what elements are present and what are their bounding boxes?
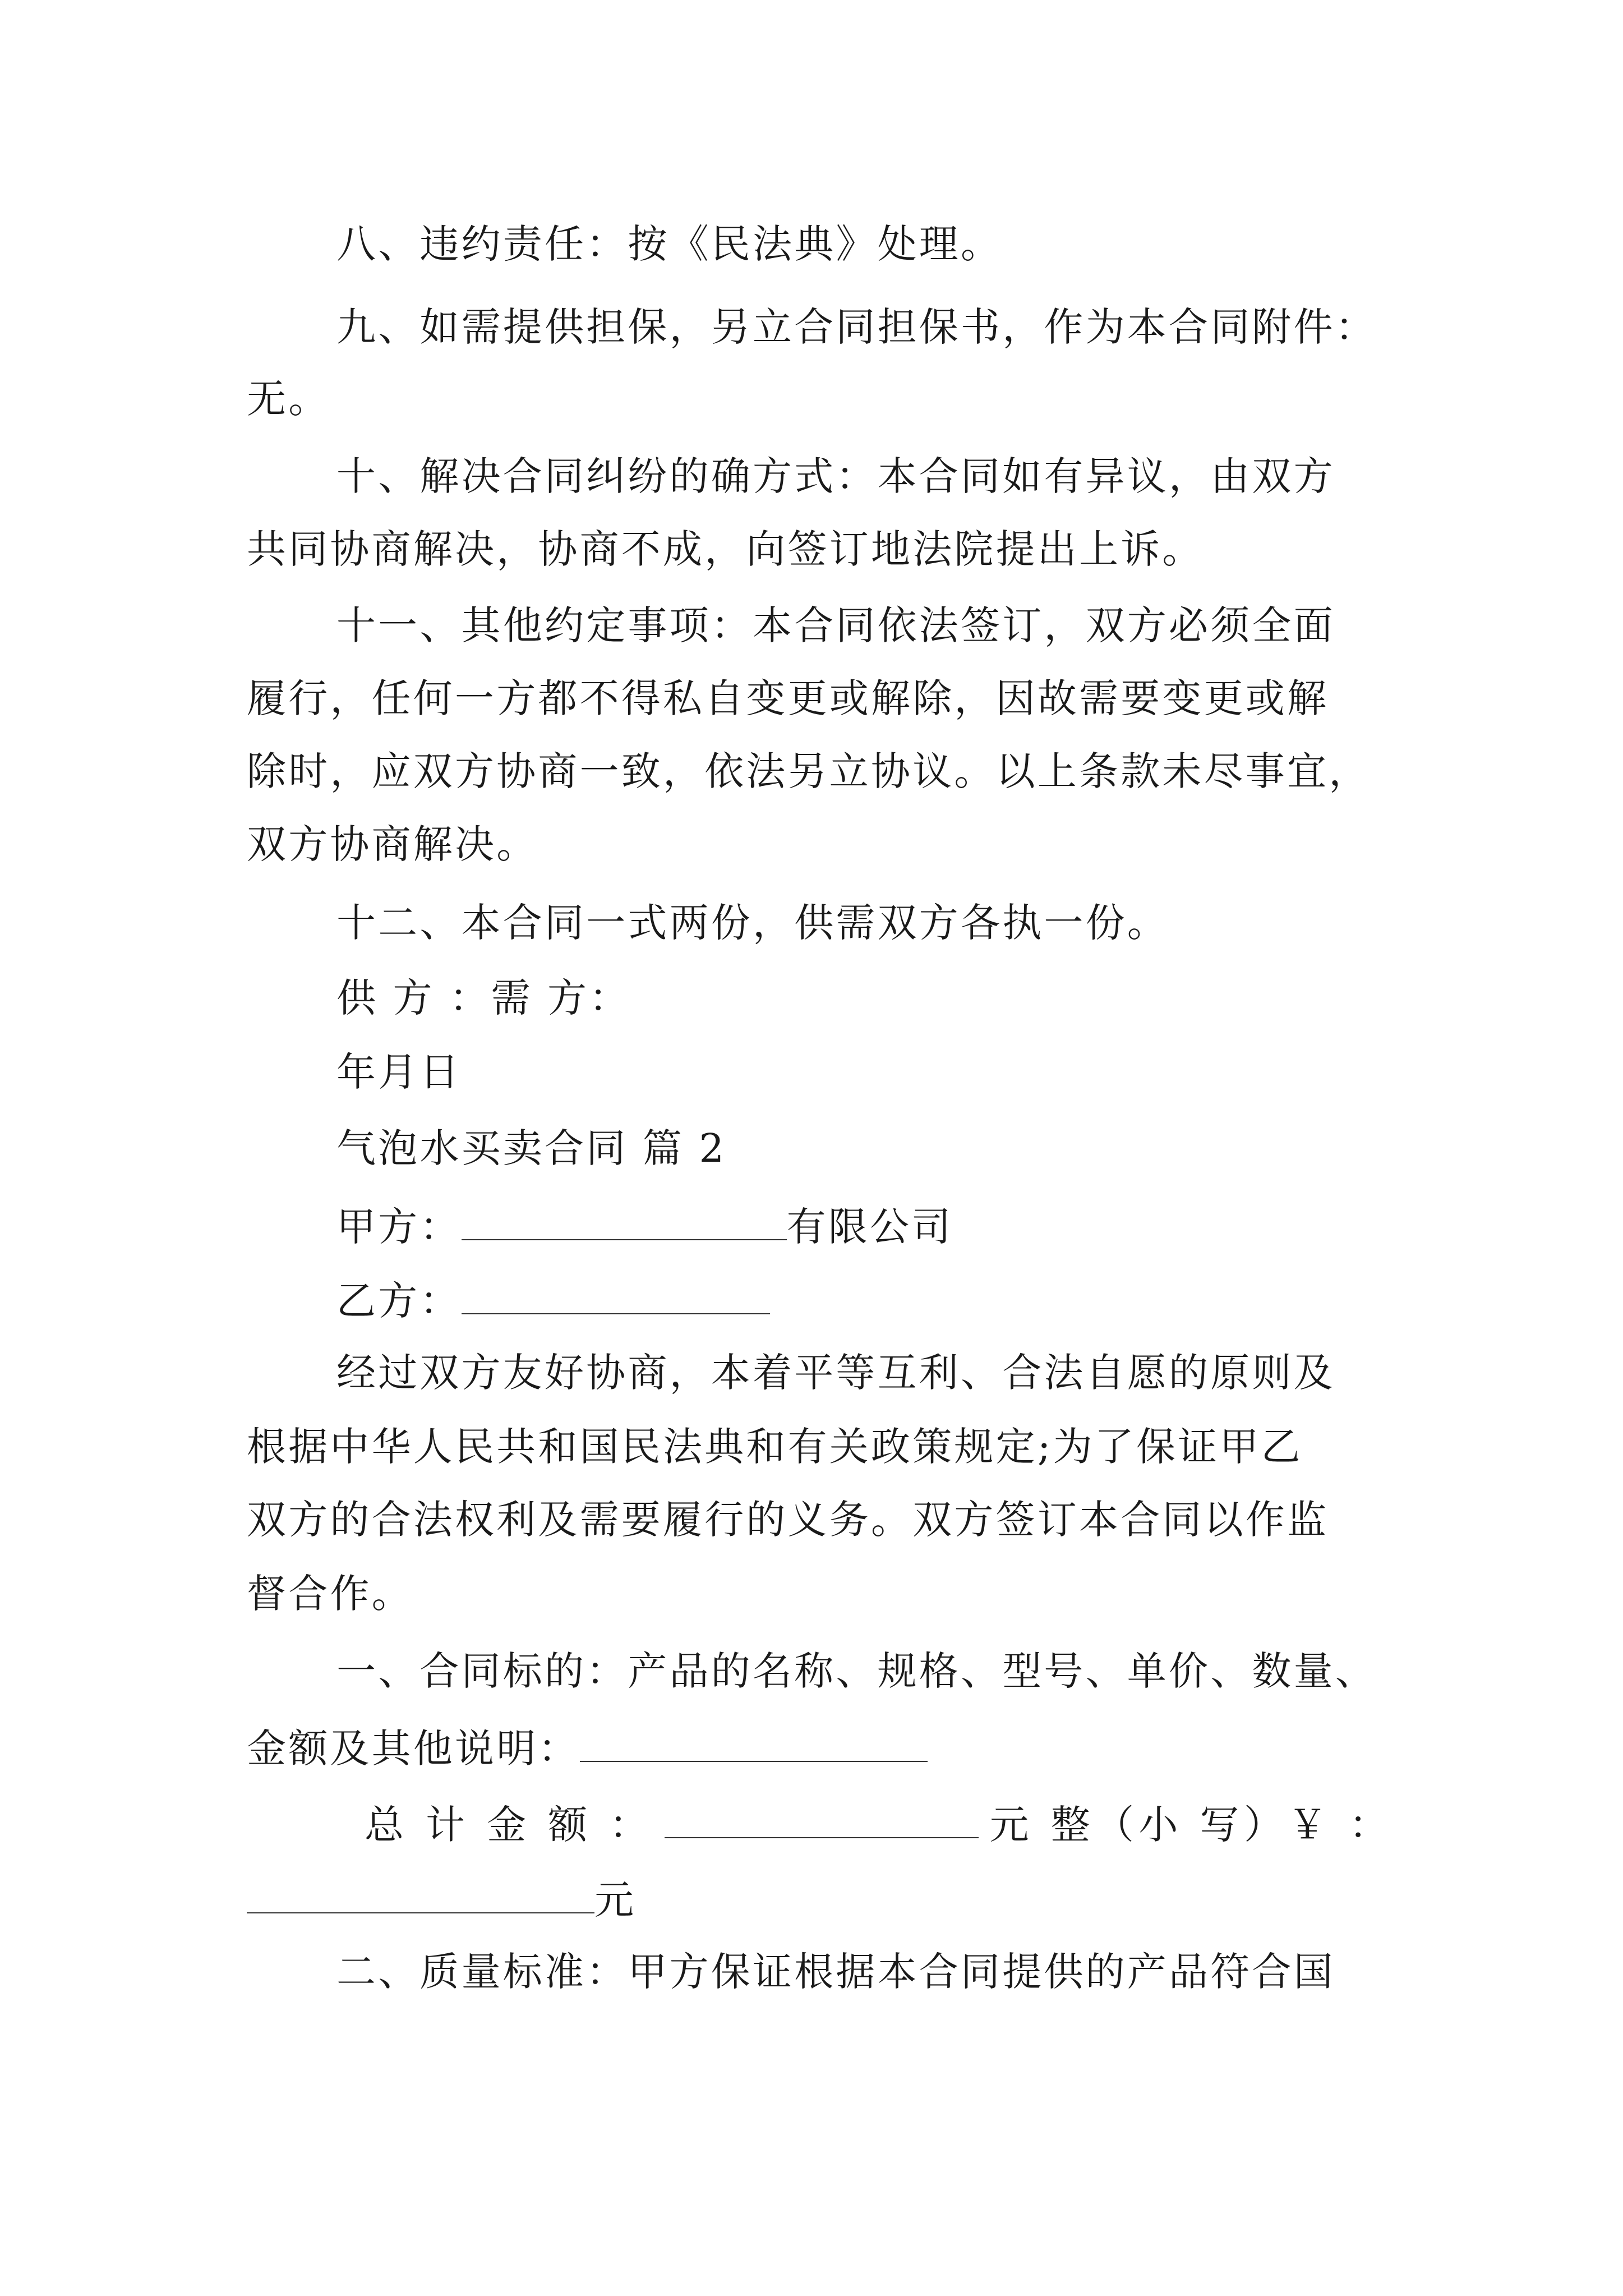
total-amount-unit: 元 整（小 写）￥ ：	[989, 1802, 1393, 1848]
section-title: 气泡水买卖合同 篇 2	[336, 1125, 727, 1171]
preamble-cont-3: 督合作。	[247, 1571, 413, 1617]
article-1-cont	[247, 1726, 928, 1772]
preamble: 经过双方友好协商，本着平等互利、合法自愿的原则及	[336, 1350, 1335, 1396]
party-a-blank[interactable]	[462, 1204, 787, 1240]
total-amount-small-line	[247, 1877, 637, 1923]
article-1-blank[interactable]	[580, 1726, 928, 1762]
total-amount-small-blank[interactable]	[247, 1877, 594, 1913]
signature-parties: 供 方 ：需 方：	[336, 975, 631, 1021]
clause-11: 十一、其他约定事项：本合同依法签订，双方必须全面	[336, 602, 1335, 648]
party-a-label: 甲方：	[336, 1204, 462, 1250]
total-amount-line	[365, 1802, 1393, 1848]
total-amount-small-unit: 元	[594, 1877, 637, 1923]
preamble-cont-1: 根据中华人民共和国民法典和有关政策规定;为了保证甲乙	[247, 1424, 1303, 1470]
party-b-line	[336, 1278, 770, 1324]
party-b-blank[interactable]	[462, 1278, 770, 1314]
clause-11-cont-2: 除时，应双方协商一致，依法另立协议。以上条款未尽事宜，	[247, 748, 1371, 794]
clause-8: 八、违约责任：按《民法典》处理。	[336, 221, 1003, 267]
party-b-label: 乙方：	[336, 1278, 462, 1324]
signature-date: 年月日	[336, 1049, 462, 1095]
party-a-suffix: 有限公司	[786, 1204, 953, 1250]
clause-12: 十二、本合同一式两份，供需双方各执一份。	[336, 900, 1169, 946]
total-amount-label: 总 计 金 额 ：	[365, 1802, 653, 1848]
total-amount-blank[interactable]	[665, 1802, 979, 1838]
clause-10-cont: 共同协商解决，协商不成，向签订地法院提出上诉。	[247, 526, 1204, 572]
clause-9-cont: 无。	[247, 376, 330, 422]
clause-11-cont-1: 履行，任何一方都不得私自变更或解除，因故需要变更或解	[247, 675, 1329, 721]
article-1: 一、合同标的：产品的名称、规格、型号、单价、数量、	[336, 1648, 1377, 1694]
article-1-label: 金额及其他说明：	[247, 1726, 580, 1772]
clause-10: 十、解决合同纠纷的确方式：本合同如有异议，由双方	[336, 453, 1335, 499]
article-2: 二、质量标准：甲方保证根据本合同提供的产品符合国	[336, 1949, 1335, 1995]
preamble-cont-2: 双方的合法权利及需要履行的义务。双方签订本合同以作监	[247, 1497, 1329, 1543]
clause-11-cont-3: 双方协商解决。	[247, 821, 538, 867]
clause-9: 九、如需提供担保，另立合同担保书，作为本合同附件：	[336, 304, 1377, 350]
party-a-line	[336, 1204, 953, 1250]
